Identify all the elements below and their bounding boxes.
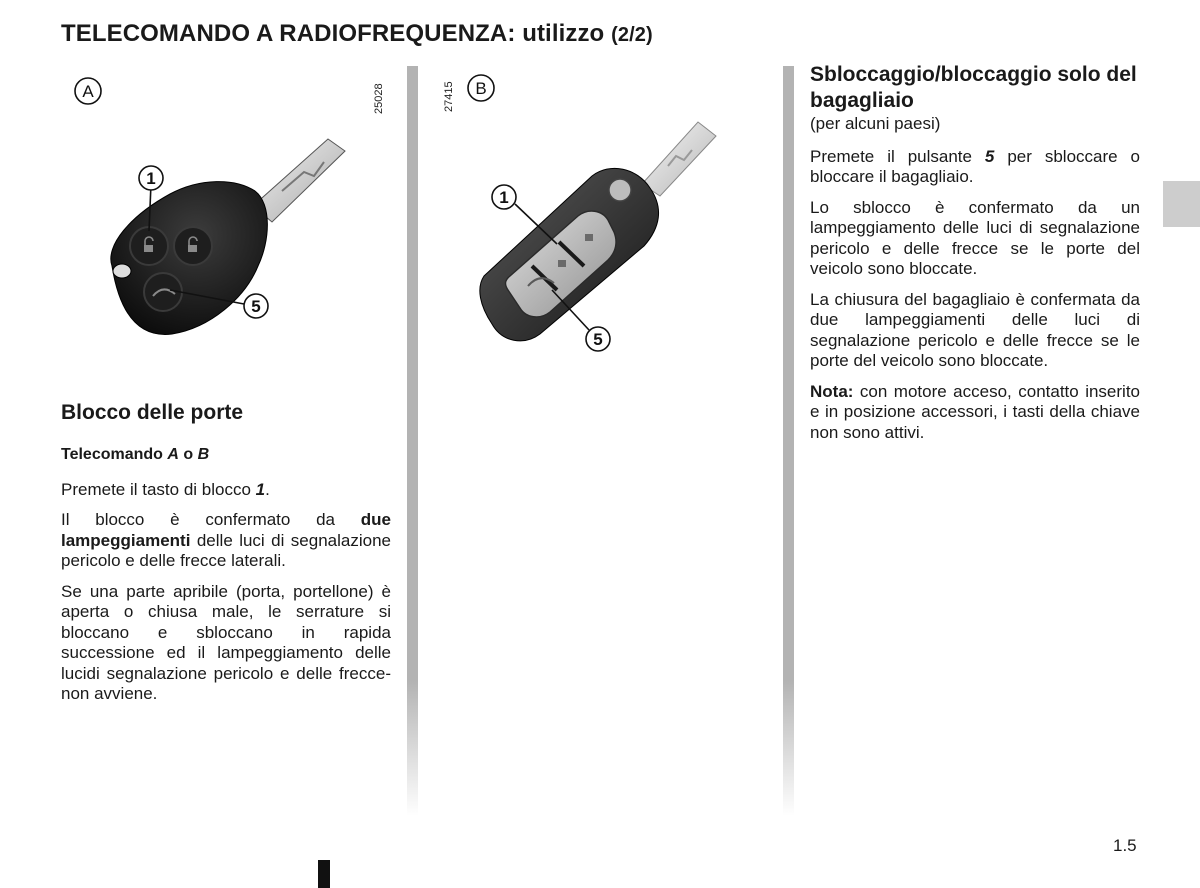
callout-lock-label: 1	[146, 169, 156, 188]
subheading-ref-b: B	[197, 446, 210, 463]
subheading-prefix: Telecomando	[61, 446, 168, 463]
figure-b-flip-key-remote	[432, 66, 762, 366]
paragraph-trunk-lock-confirmation: La chiusura del bagagliaio è confermata da due lampeggiamenti delle luci di segnalazione pericolo e delle frecce se le porte del veicolo sono bloccate.	[810, 289, 1140, 370]
note-text: con motore acceso, contatto inserito e in posizione accessori, i tasti della chiave non sono attivi.	[810, 381, 1140, 442]
right-column-text	[810, 114, 1140, 453]
section-heading-trunk: Sbloccaggio/bloccaggio solo del bagagliaio	[810, 63, 1137, 112]
country-note: (per alcuni paesi)	[810, 114, 941, 133]
r-p1-end: per sbloccare o bloccare il bagagliaio.	[810, 146, 1141, 186]
figure-a-letter: A	[82, 82, 94, 101]
p1-ref: 1	[255, 479, 266, 499]
subheading-mid: o	[178, 446, 198, 463]
page-title-main: TELECOMANDO A RADIOFREQUENZA: utilizzo	[61, 20, 605, 47]
paragraph-lock-confirmation	[61, 510, 391, 572]
page-title	[61, 20, 653, 48]
figure-b-code: 27415	[443, 81, 455, 112]
page-number: 1.5	[1113, 836, 1137, 855]
paragraph-note-engine	[810, 382, 1140, 444]
key-blade-icon	[253, 139, 345, 222]
remote-subheading	[61, 445, 391, 466]
figure-a-code: 25028	[373, 83, 385, 114]
callout-trunk-label: 5	[251, 297, 261, 316]
paragraph-unlock-confirmation: Lo sblocco è confermato da un lampeggiamento delle luci di segnalazione pericolo e delle frecce se le porte del veicolo sono bloccate.	[810, 197, 1140, 278]
left-column-text	[61, 445, 391, 715]
key-blade-icon	[642, 122, 716, 196]
r-p1-text: Premete il pulsante	[810, 146, 985, 166]
figure-a-key-remote	[60, 66, 390, 356]
section-tab	[1163, 181, 1200, 227]
figure-b-letter: B	[475, 79, 487, 98]
callout-lock-label: 1	[499, 188, 509, 207]
section-heading-door-lock: Blocco delle porte	[61, 401, 244, 424]
column-divider-left	[407, 66, 418, 816]
p2-text: Il blocco è confermato da	[61, 510, 361, 529]
paragraph-press-trunk	[810, 147, 1140, 188]
r-p1-ref: 5	[984, 146, 995, 166]
p1-end: .	[265, 479, 270, 499]
paragraph-press-lock	[61, 480, 391, 501]
column-divider-right	[783, 66, 794, 816]
page-title-suffix: (2/2)	[611, 24, 653, 46]
remote-body-icon	[111, 182, 268, 335]
p2-bold: due lampeggiamenti	[61, 510, 391, 550]
paragraph-open-part-warning: Se una parte apribile (porta, portellone) è aperta o chiusa male, le serrature si bloccano e sbloccano in rapida successione ed il lampeggiamento delle lucidi segnalazione pericolo e delle frecce-non avviene.	[61, 581, 391, 703]
p1-text: Premete il tasto di blocco	[61, 479, 256, 499]
note-label: Nota:	[810, 381, 854, 401]
callout-trunk-label: 5	[593, 330, 603, 349]
subheading-ref-a: A	[167, 446, 179, 463]
bottom-marker	[318, 860, 330, 888]
p2-end: delle luci di segnalazione pericolo e delle frecce laterali.	[61, 530, 391, 570]
